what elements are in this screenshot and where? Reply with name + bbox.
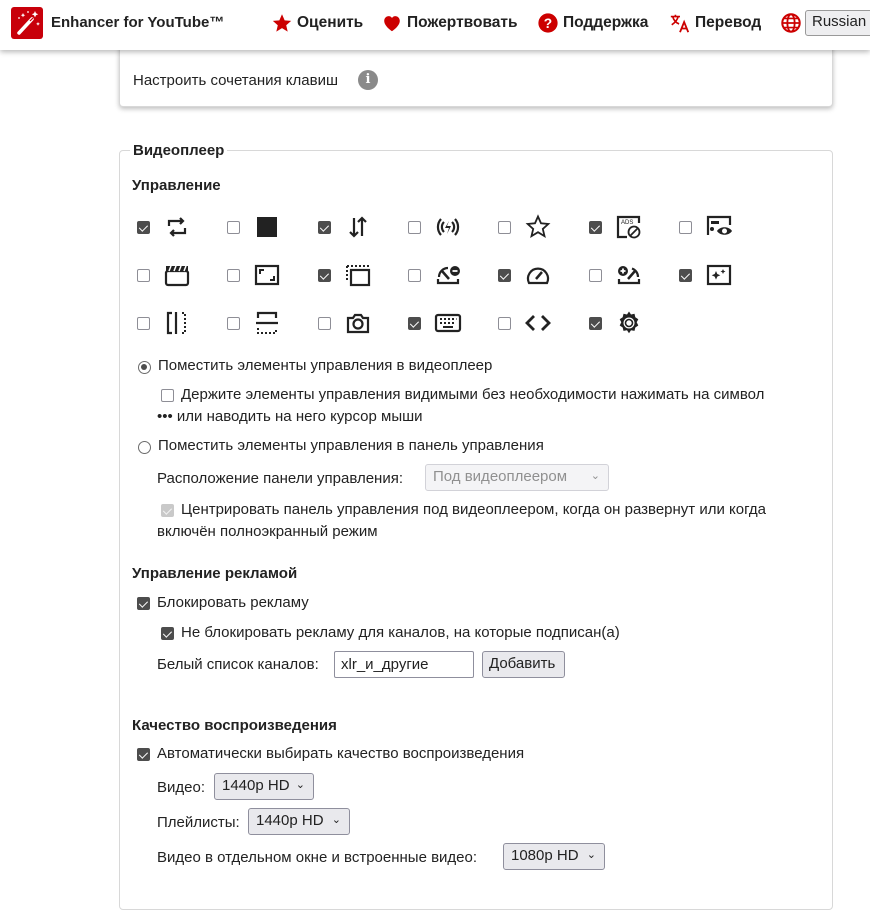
block-ads-label: Блокировать рекламу [157, 594, 309, 611]
center-panel-label-line2: включён полноэкранный режим [157, 523, 378, 540]
whitelist-label: Белый список каналов: [157, 656, 319, 673]
chevron-down-icon: ⌄ [331, 814, 341, 826]
controls-in-player-label: Поместить элементы управления в видеоплеер [158, 357, 493, 374]
quality-title: Качество воспроизведения [132, 717, 337, 734]
translate-link-label: Перевод [695, 14, 762, 31]
stop-icon [253, 213, 281, 241]
rate-link-label: Оценить [297, 14, 364, 31]
control-toggle-checkbox[interactable] [589, 317, 602, 330]
magic-wand-logo-icon [11, 7, 43, 39]
control-toggle-checkbox[interactable] [408, 221, 421, 234]
controls-in-panel-radio[interactable] [138, 441, 151, 454]
svg-text:ADS: ADS [620, 220, 633, 226]
video-quality-label: Видео: [157, 779, 205, 796]
panel-position-label: Расположение панели управления: [157, 470, 403, 487]
popout-quality-label: Видео в отдельном окне и встроенные видео: [157, 849, 478, 866]
ads-title: Управление рекламой [132, 565, 298, 582]
control-toggle-checkbox[interactable] [498, 269, 511, 282]
speed-plus-icon [615, 261, 643, 289]
control-toggle-checkbox[interactable] [408, 269, 421, 282]
split-vertical-icon [163, 309, 191, 337]
control-toggle-checkbox[interactable] [679, 269, 692, 282]
loop-icon [163, 213, 191, 241]
language-select[interactable]: Russian [805, 10, 870, 36]
keep-visible-label-line2: ••• или наводить на него курсор мыши [157, 408, 423, 425]
controls-title: Управление [132, 177, 221, 194]
control-toggle-checkbox[interactable] [589, 221, 602, 234]
video-player-legend: Видеоплеер [130, 142, 227, 159]
info-icon[interactable]: i [358, 70, 378, 90]
code-brackets-icon [524, 309, 552, 337]
controls-in-panel-label: Поместить элементы управления в панель управления [158, 437, 544, 454]
sort-arrows-icon [344, 213, 372, 241]
dotted-frame-icon [344, 261, 372, 289]
clapperboard-icon [163, 261, 191, 289]
control-toggle-checkbox[interactable] [498, 317, 511, 330]
star-icon [271, 12, 293, 34]
support-link-label: Поддержка [563, 14, 649, 31]
control-toggle-checkbox[interactable] [318, 269, 331, 282]
dont-block-subscribed-checkbox[interactable] [161, 627, 174, 640]
video-quality-select[interactable] [214, 773, 314, 800]
control-toggle-checkbox[interactable] [408, 317, 421, 330]
chevron-down-icon: ⌄ [590, 470, 600, 482]
globe-icon [780, 12, 802, 34]
wireless-bolt-icon [434, 213, 462, 241]
keep-visible-label-line1: Держите элементы управления видимыми без необходимости нажимать на символ [181, 386, 765, 403]
svg-text:?: ? [543, 16, 553, 32]
panel-position-select[interactable] [425, 464, 609, 491]
support-link[interactable] [537, 12, 648, 34]
playlists-quality-select[interactable] [248, 808, 350, 835]
control-toggle-checkbox[interactable] [318, 317, 331, 330]
control-toggle-checkbox[interactable] [679, 221, 692, 234]
keep-visible-checkbox[interactable] [161, 389, 174, 402]
control-toggle-checkbox[interactable] [318, 221, 331, 234]
heart-icon [381, 12, 403, 34]
auto-quality-checkbox[interactable] [137, 748, 150, 761]
control-toggle-checkbox[interactable] [227, 269, 240, 282]
block-ads-checkbox[interactable] [137, 597, 150, 610]
donate-link-label: Пожертвовать [407, 14, 518, 31]
expand-icon [253, 261, 281, 289]
question-circle-icon [537, 12, 559, 34]
app-title: Enhancer for YouTube™ [51, 14, 225, 31]
control-toggle-checkbox[interactable] [589, 269, 602, 282]
video-quality-value: 1440p HD [222, 777, 290, 794]
gear-icon [615, 309, 643, 337]
cinema-eye-icon [705, 213, 733, 241]
chevron-down-icon: ⌄ [295, 779, 305, 791]
controls-in-player-radio[interactable] [138, 361, 151, 374]
donate-link[interactable] [381, 12, 518, 34]
whitelist-input[interactable] [334, 651, 474, 678]
popout-quality-value: 1080p HD [511, 847, 579, 864]
playlists-quality-label: Плейлисты: [157, 814, 240, 831]
control-toggle-checkbox[interactable] [137, 317, 150, 330]
center-panel-checkbox[interactable] [161, 504, 174, 517]
translate-icon [669, 12, 691, 34]
control-toggle-checkbox[interactable] [227, 221, 240, 234]
dont-block-subscribed-label: Не блокировать рекламу для каналов, на которые подписан(а) [181, 624, 620, 641]
top-bar [0, 0, 870, 50]
popout-quality-select[interactable] [503, 843, 605, 870]
speedometer-icon [524, 261, 552, 289]
add-whitelist-button[interactable]: Добавить [482, 651, 565, 678]
camera-icon [344, 309, 372, 337]
translate-link[interactable] [669, 12, 761, 34]
sparkle-frame-icon [705, 261, 733, 289]
center-panel-label-line1: Центрировать панель управления под видеоплеером, когда он развернут или когда [181, 501, 766, 518]
control-toggle-checkbox[interactable] [227, 317, 240, 330]
playlists-quality-value: 1440p HD [256, 812, 324, 829]
control-toggle-checkbox[interactable] [137, 269, 150, 282]
speed-minus-icon [434, 261, 462, 289]
auto-quality-label: Автоматически выбирать качество воспроизведения [157, 745, 525, 762]
configure-shortcuts-label[interactable]: Настроить сочетания клавиш [133, 72, 339, 89]
control-toggle-checkbox[interactable] [137, 221, 150, 234]
video-player-fieldset [119, 142, 833, 910]
control-toggle-checkbox[interactable] [498, 221, 511, 234]
chevron-down-icon: ⌄ [586, 849, 596, 861]
star-outline-icon [524, 213, 552, 241]
panel-position-value: Под видеоплеером [433, 468, 568, 485]
keyboard-icon [434, 309, 462, 337]
ads-block-icon [615, 213, 643, 241]
split-horizontal-icon [253, 309, 281, 337]
rate-link[interactable] [271, 12, 363, 34]
